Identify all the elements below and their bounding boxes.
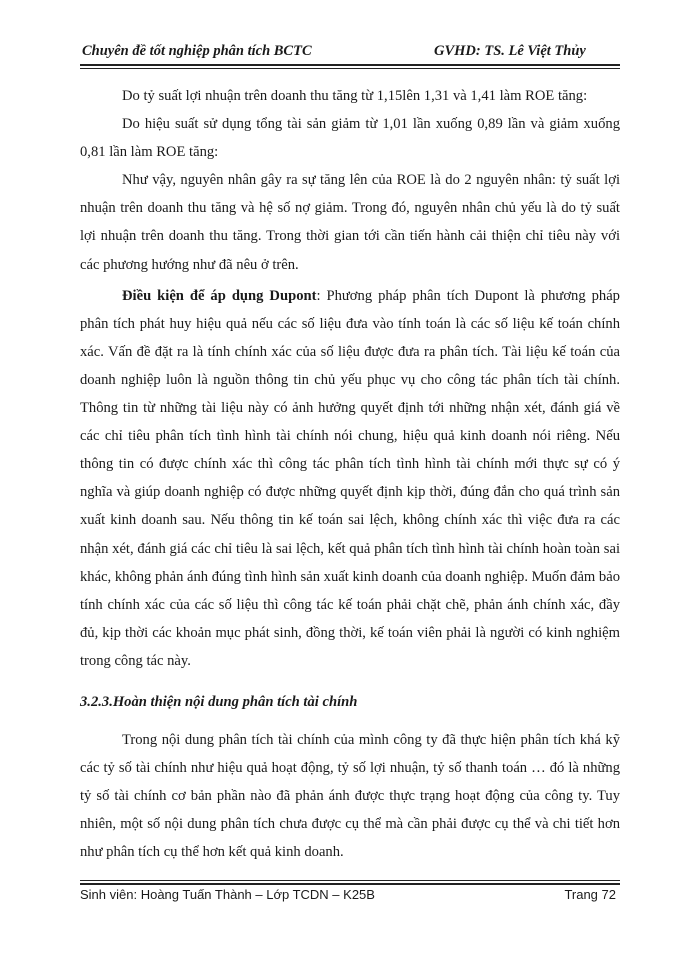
header-rule-thin xyxy=(80,68,620,69)
footer-student: Sinh viên: Hoàng Tuấn Thành – Lớp TCDN – K25B xyxy=(80,887,375,902)
page-number: Trang 72 xyxy=(564,887,616,902)
header-advisor: GVHD: TS. Lê Việt Thủy xyxy=(434,43,586,59)
header-title: Chuyên đề tốt nghiệp phân tích BCTC xyxy=(82,43,312,59)
header-rule-thick xyxy=(80,64,620,66)
dupont-conditions-label: Điều kiện để áp dụng Dupont xyxy=(122,287,317,304)
paragraph-financial-analysis: Trong nội dung phân tích tài chính của mình công ty đã thực hiện phân tích khá kỹ các tỷ số tài chính như hiệu quả hoạt động, tỷ số lợi nhuận, tỷ số thanh toán … đó là những tỷ số tài chính cơ bản phần nào đã phản ánh được thực trạng hoạt động của công ty. Tuy nhiên, một số nội dung phân tích chưa được cụ thể mà cần phải được cụ thể và chi tiết hơn như phân tích cụ thể hơn kết quả kinh doanh. xyxy=(80,731,620,861)
section-heading: 3.2.3.Hoàn thiện nội dung phân tích tài chính xyxy=(80,693,358,710)
paragraph-roe-assets: Do hiệu suất sử dụng tổng tài sản giảm từ 1,01 lần xuống 0,89 lần và giảm xuống 0,81 lần làm ROE tăng: xyxy=(80,116,620,161)
footer-rule-thin xyxy=(80,880,620,881)
dupont-conditions-text: : Phương pháp phân tích Dupont là phương pháp phân tích phát huy hiệu quả nếu các số liệu đưa vào tính toán là các số liệu kế toán chính xác. Vấn đề đặt ra là tính chính xác của số liệu được đưa ra phân tích. Tài liệu kế toán của doanh nghiệp luôn là nguồn thông tin chủ yếu phục vụ cho công tác phân tích tài chính. Thông tin từ những tài liệu này có ảnh hưởng quyết định tới những nhận xét, đánh giá về các chỉ tiêu phân tích tình hình tài chính nói chung, hiệu quả kinh doanh nói riêng. Nếu thông tin có được chính xác thì công tác phân tích tình hình tài chính mới thực sự có ý nghĩa và giúp doanh nghiệp có được những quyết định kịp thời, đúng đắn cho quá trình sản xuất kinh doanh sau. Nếu thông tin kế toán sai lệch, không chính xác thì việc đưa ra các nhận xét, đánh giá các chỉ tiêu là sai lệch, kết quả phân tích tình hình tài chính hoàn toàn sai khác, không phản ánh đúng tình hình sản xuất kinh doanh của doanh nghiệp. Muốn đảm bảo tính chính xác của các số liệu thì công tác kế toán phải chặt chẽ, phản ánh chính xác, đầy đủ, kịp thời các khoản mục phát sinh, đồng thời, kế toán viên phải là người có kinh nghiệm trong công tác này. xyxy=(80,287,620,669)
paragraph-roe-profit: Do tỷ suất lợi nhuận trên doanh thu tăng từ 1,15lên 1,31 và 1,41 làm ROE tăng: xyxy=(122,88,588,104)
paragraph-roe-conclusion: Như vậy, nguyên nhân gây ra sự tăng lên của ROE là do 2 nguyên nhân: tỷ suất lợi nhuận trên doanh thu tăng và hệ số nợ giảm. Trong đó, nguyên nhân chủ yếu là do tỷ suất lợi nhuận trên doanh thu tăng. Trong thời gian tới cần tiến hành cải thiện chỉ tiêu này với các phương hướng như đã nêu ở trên. xyxy=(80,172,620,273)
page-header xyxy=(80,41,620,65)
paragraph-dupont-conditions xyxy=(80,282,620,675)
page-footer xyxy=(80,883,620,907)
document-body xyxy=(80,82,620,866)
